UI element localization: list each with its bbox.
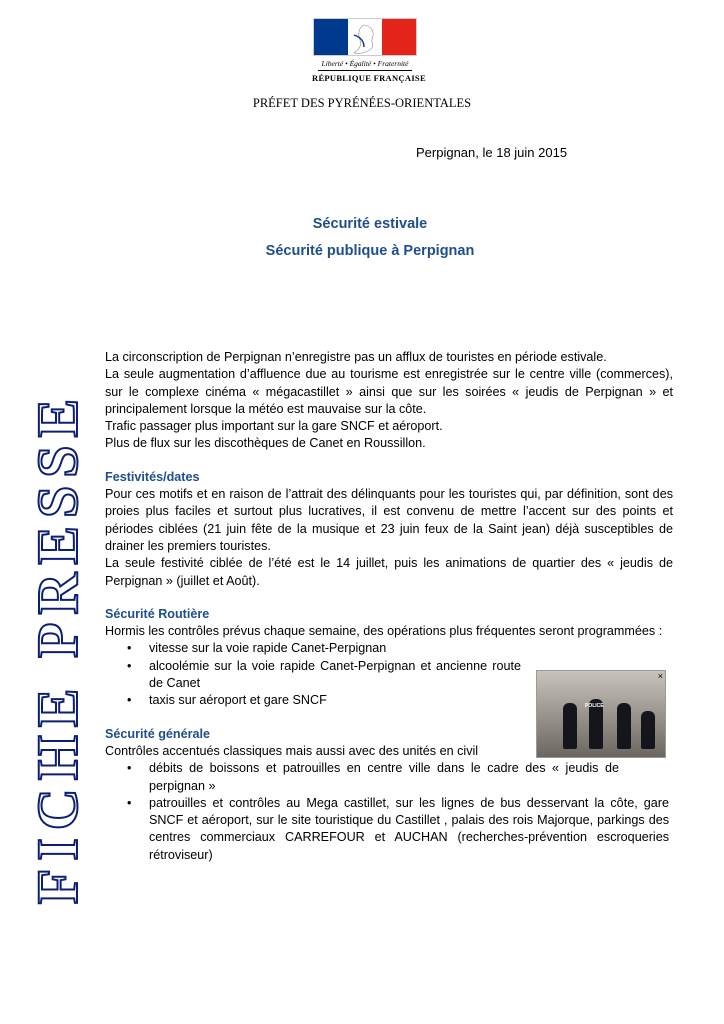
section-heading-generale: Sécurité générale [105, 726, 210, 741]
republic-name: RÉPUBLIQUE FRANÇAISE [312, 73, 426, 83]
logo-divider [318, 70, 412, 71]
document-date: Perpignan, le 18 juin 2015 [416, 145, 568, 160]
republic-logo [312, 18, 426, 83]
list-item: • patrouilles et contrôles au Mega castillet, sur les lignes de bus desservant la côte, gare SNCF et aéroport, sur le site touristique du Castillet , palais des rois Majorque, parkings des centres commerciaux CARREFOUR et AUCHAN (recherches-prévention escroqueries rétroviseur) [105, 795, 669, 864]
festivites-paragraph: La seule festivité ciblée de l’été est le 14 juillet, puis les animations de quartier des « jeudis de Perpignan » (juillet et Août). [105, 556, 673, 588]
list-item: • vitesse sur la voie rapide Canet-Perpignan [105, 640, 521, 657]
list-item: • alcoolémie sur la voie rapide Canet-Perpignan et ancienne route de Canet [105, 658, 521, 693]
document-title: Sécurité estivale [312, 216, 428, 232]
intro-paragraph: La seule augmentation d’affluence due au tourisme est enregistrée sur le centre ville (commerces), sur le complexe cinéma « mégacastillet » ainsi que sur les soirées « jeudis de Perpignan » et principalement lorsque la météo est mauvaise sur la côte. [105, 367, 673, 416]
routiere-intro: Hormis les contrôles prévus chaque semaine, des opérations plus fréquentes seront programmées : [105, 624, 663, 639]
prefecture-name: PRÉFET DES PYRÉNÉES-ORIENTALES [252, 96, 472, 110]
republic-motto: Liberté • Égalité • Fraternité [321, 59, 409, 68]
police-patrol-photo [536, 670, 666, 758]
list-item: • taxis sur aéroport et gare SNCF [105, 692, 521, 709]
officer-figure [563, 703, 577, 749]
festivites-paragraph: Pour ces motifs et en raison de l’attrait des délinquants pour les touristes qui, par définition, sont des proies plus faciles et surtout plus lucratives, il est convenu de mettre l’accent sur des points et périodes ciblées (21 juin fête de la musique et 23 juin feux de la Saint jean) déjà susceptibles de drainer les premiers touristes. [105, 487, 673, 553]
document-subtitle: Sécurité publique à Perpignan [265, 243, 475, 259]
intro-paragraph: Plus de flux sur les discothèques de Canet en Roussillon. [105, 436, 426, 451]
generale-list [105, 760, 673, 864]
document-body [105, 349, 673, 864]
intro-paragraph: Trafic passager plus important sur la gare SNCF et aéroport. [105, 419, 443, 434]
list-item: • débits de boissons et patrouilles en centre ville dans le cadre des « jeudis de perpignan » [105, 760, 619, 795]
close-icon[interactable]: × [657, 671, 663, 681]
generale-intro: Contrôles accentués classiques mais aussi avec des unités en civil [105, 743, 479, 758]
officer-figure [641, 711, 655, 749]
fiche-presse-side-label: FICHE PRESSE [25, 390, 91, 904]
section-heading-routiere: Sécurité Routière [105, 606, 210, 621]
intro-paragraph: La circonscription de Perpignan n’enregistre pas un afflux de touristes en période estivale. [105, 350, 607, 364]
section-heading-festivites: Festivités/dates [105, 469, 200, 484]
marianne-flag-emblem [313, 18, 417, 56]
marianne-profile-icon [350, 23, 380, 55]
police-vest-label: POLICE [585, 703, 604, 709]
officer-figure [617, 703, 631, 749]
